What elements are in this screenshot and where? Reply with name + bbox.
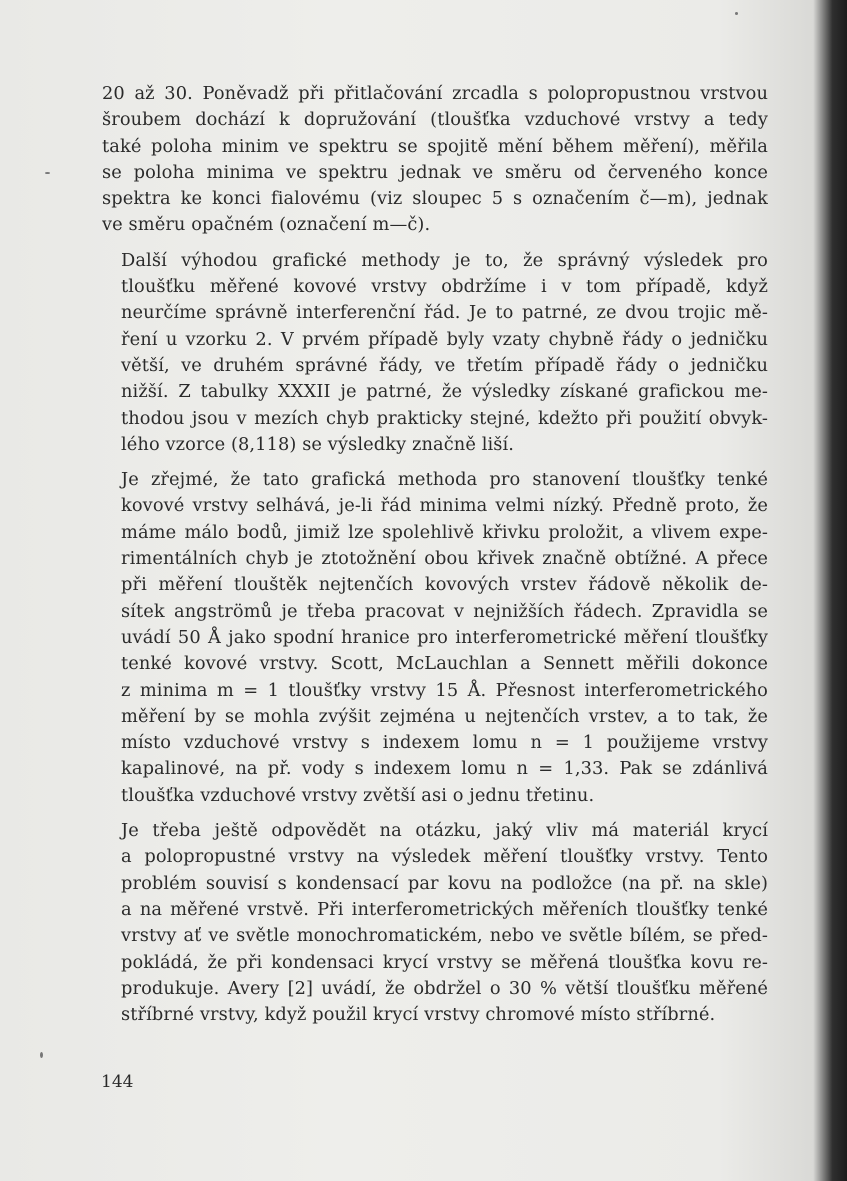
text-line: kapalinové, na př. vody s indexem lomu n = 1,33. Pak se zdánlivá — [121, 758, 768, 780]
text-line: šroubem dochází k dopružování (tloušťka vzduchové vrstvy a tedy — [102, 109, 768, 131]
text-line: pokládá, že při kondensaci krycí vrstvy se měřená tloušťka kovu re- — [121, 951, 768, 973]
text-line: kovové vrstvy selhává, je-li řád minima velmi nízký. Předně proto, že — [121, 495, 768, 517]
text-line: uvádí 50 Å jako spodní hranice pro interferometrické měření tloušťky — [121, 626, 768, 648]
paragraph-1 — [102, 81, 768, 239]
text-line: thodou jsou v mezích chyb prakticky stejné, kdežto při použití obvyk- — [121, 407, 768, 429]
text-line: také poloha minim ve spektru se spojitě mění během měření), měřila — [102, 135, 768, 157]
text-line: místo vzduchové vrstvy s indexem lomu n = 1 použijeme vrstvy — [121, 732, 768, 754]
paragraph-3 — [102, 467, 768, 809]
text-line: problém souvisí s kondensací par kovu na podložce (na př. na skle) — [121, 872, 768, 894]
text-line: z minima m = 1 tloušťky vrstvy 15 Å. Přesnost interferometrického — [121, 679, 768, 701]
text-line: nižší. Z tabulky XXXII je patrné, že výsledky získané grafickou me- — [121, 381, 768, 403]
paper-speck — [40, 1052, 43, 1058]
text-line: stříbrné vrstvy, když použil krycí vrstvy chromové místo stříbrné. — [121, 1004, 716, 1026]
text-line: Další výhodou grafické methody je to, že správný výsledek pro — [121, 249, 768, 271]
text-line: větší, ve druhém správné řády, ve třetím případě řády o jedničku — [121, 354, 768, 376]
text-line: ření u vzorku 2. V prvém případě byly vzaty chybně řády o jedničku — [121, 328, 768, 350]
text-line: 20 až 30. Poněvadž při přitlačování zrcadla s polopropustnou vrstvou — [102, 83, 768, 104]
text-line: neurčíme správně interferenční řád. Je to patrné, ze dvou trojic mě- — [121, 302, 768, 324]
text-line: tloušťku měřené kovové vrstvy obdržíme i v tom případě, když — [121, 276, 768, 298]
text-line: tloušťka vzduchové vrstvy zvětší asi o jednu třetinu. — [121, 784, 595, 806]
text-line: Je zřejmé, že tato grafická methoda pro stanovení tloušťky tenké — [121, 469, 768, 491]
paper-speck — [45, 172, 50, 174]
text-line: měření by se mohla zvýšit zejména u nejtenčích vrstev, a to tak, že — [121, 705, 768, 727]
text-line: a na měřené vrstvě. Při interferometrických měřeních tloušťky tenké — [121, 898, 768, 920]
text-line: při měření tlouštěk nejtenčích kovových vrstev řádově několik de- — [121, 574, 768, 596]
paragraph-4 — [102, 818, 768, 1028]
paper-speck — [735, 12, 738, 15]
text-line: a polopropustné vrstvy na výsledek měření tloušťky vrstvy. Tento — [121, 846, 768, 868]
text-line: lého vzorce (8,118) se výsledky značně liší. — [121, 433, 515, 455]
body-text — [102, 81, 768, 1037]
text-line: Je třeba ještě odpovědět na otázku, jaký vliv má materiál krycí — [121, 820, 768, 842]
text-line: rimentálních chyb je ztotožnění obou křivek značně obtížné. A přece — [121, 548, 768, 570]
text-line: sítek angströmů je třeba pracovat v nejnižších řádech. Zpravidla se — [121, 600, 768, 622]
text-line: vrstvy ať ve světle monochromatickém, nebo ve světle bílém, se před- — [121, 925, 768, 947]
text-line: produkuje. Avery [2] uvádí, že obdržel o 30 % větší tloušťku měřené — [121, 977, 768, 999]
text-line: máme málo bodů, jimiž lze spolehlivě křivku proložit, a vlivem expe- — [121, 521, 768, 543]
paragraph-2 — [102, 248, 768, 458]
text-line: se poloha minima ve spektru jednak ve směru od červeného konce — [102, 161, 768, 183]
text-line: tenké kovové vrstvy. Scott, McLauchlan a Sennett měřili dokonce — [121, 653, 768, 675]
text-line: ve směru opačném (označení m—č). — [102, 214, 431, 236]
text-line: spektra ke konci fialovému (viz sloupec 5 s označením č—m), jednak — [102, 188, 768, 210]
page-number: 144 — [101, 1072, 134, 1092]
